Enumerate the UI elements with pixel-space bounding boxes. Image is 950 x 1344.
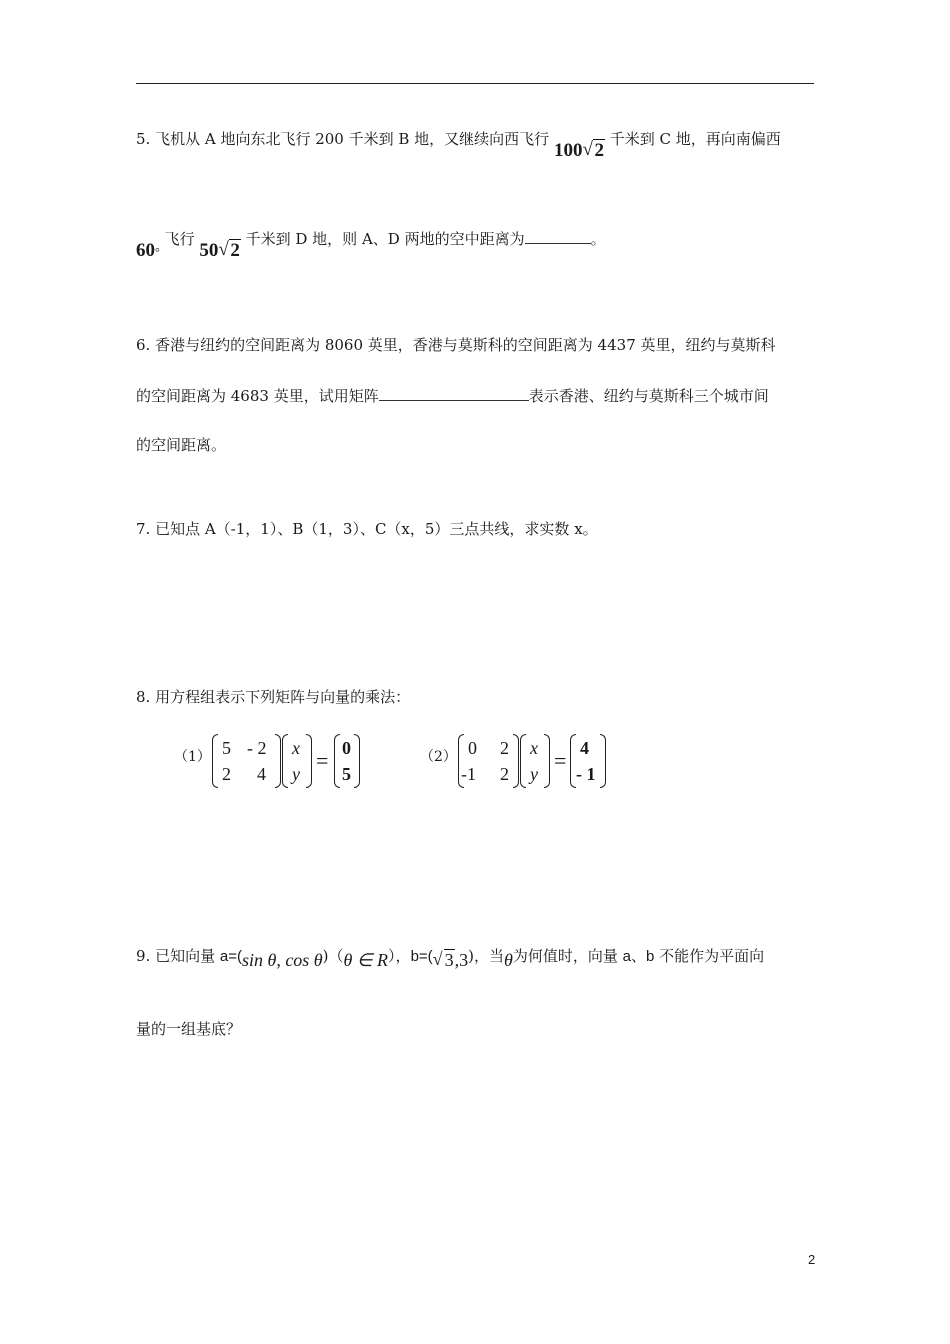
- q8-p1-m22: 4: [257, 764, 266, 784]
- q8-p2-m21: -1: [461, 764, 476, 784]
- header-rule: [136, 83, 814, 84]
- q9-vec-b: b=(: [410, 948, 433, 965]
- q8-p1-equals: =: [316, 748, 329, 773]
- q8-p1-m11: 5: [222, 738, 231, 758]
- q9-line1: 9. 已知向量 a=(sin θ, cos θ)（θ ∈ R），b=( √ 3,3)，当θ为何值时，向量 a、b 不能作为平面向: [136, 947, 765, 970]
- q8-p2-matrix: [458, 734, 518, 788]
- q8-p2-m22: 2: [500, 764, 509, 784]
- q8-p1-m21: 2: [222, 764, 231, 784]
- q8-p1-result: 0 5: [334, 734, 362, 788]
- page-number: 2: [808, 1252, 816, 1267]
- q8-p2-label: （2）: [420, 749, 457, 765]
- q8-text: 8. 用方程组表示下列矩阵与向量的乘法：: [136, 688, 411, 706]
- q9-theta: θ: [504, 950, 513, 970]
- q8-p1-m12: - 2: [247, 738, 267, 758]
- q5-math-100sqrt2: 100 √ 2: [553, 139, 604, 161]
- q8-p1-matrix: [212, 734, 272, 788]
- q5-text-d: 千米到 D 地，则 A、D 两地的空中距离为: [245, 230, 525, 248]
- q8-p2-result: 4 - 1: [570, 734, 610, 788]
- q9-vec-a: a=(: [219, 948, 242, 965]
- q6-line2: 的空间距离为 4683 英里，试用矩阵 表示香港、纽约与莫斯科三个城市间: [136, 387, 769, 405]
- q9-vectors-ab: a、b: [622, 948, 655, 965]
- q8-part2: [420, 734, 620, 788]
- q6-line1: 6. 香港与纽约的空间距离为 8060 英里，香港与莫斯科的空间距离为 4437 英里，纽约与莫斯科: [136, 336, 776, 354]
- q7-text: 7. 已知点 A（-1，1）、B（1，3）、C（x，5）三点共线，求实数 x。: [136, 520, 598, 538]
- q9-sqrt3-3: √ 3,3: [432, 949, 469, 970]
- q9-sin-cos: sin θ, cos θ: [241, 950, 323, 970]
- q8-part1: [174, 734, 374, 788]
- q9-line2: 量的一组基底？: [136, 1020, 242, 1038]
- q6-line3: 的空间距离。: [136, 436, 227, 454]
- q5-text-c: 飞行: [164, 230, 195, 248]
- q8-p2-equals: =: [554, 748, 567, 773]
- q5-math-60deg: 60°: [136, 240, 160, 261]
- q5-text-a: 5. 飞机从 A 地向东北飞行 200 千米到 B 地，又继续向西飞行: [136, 130, 550, 148]
- q6-answer-blank[interactable]: [379, 386, 529, 401]
- q5-line2: 60° 飞行 50 √ 2 千米到 D 地，则 A、D 两地的空中距离为 。: [136, 230, 606, 261]
- q9-theta-in-r: θ ∈ R: [343, 950, 389, 970]
- q5-answer-blank[interactable]: [525, 229, 591, 244]
- q5-math-50sqrt2: 50 √ 2: [199, 239, 240, 261]
- q5-text-b: 千米到 C 地，再向南偏西: [609, 130, 781, 148]
- q8-p2-m12: 2: [500, 738, 509, 758]
- q8-p1-vector: x y: [282, 734, 310, 788]
- q8-p2-m11: 0: [468, 738, 477, 758]
- q5-line1: [136, 128, 781, 161]
- q8-p1-label: （1）: [174, 749, 211, 765]
- q8-p2-vector: x y: [520, 734, 548, 788]
